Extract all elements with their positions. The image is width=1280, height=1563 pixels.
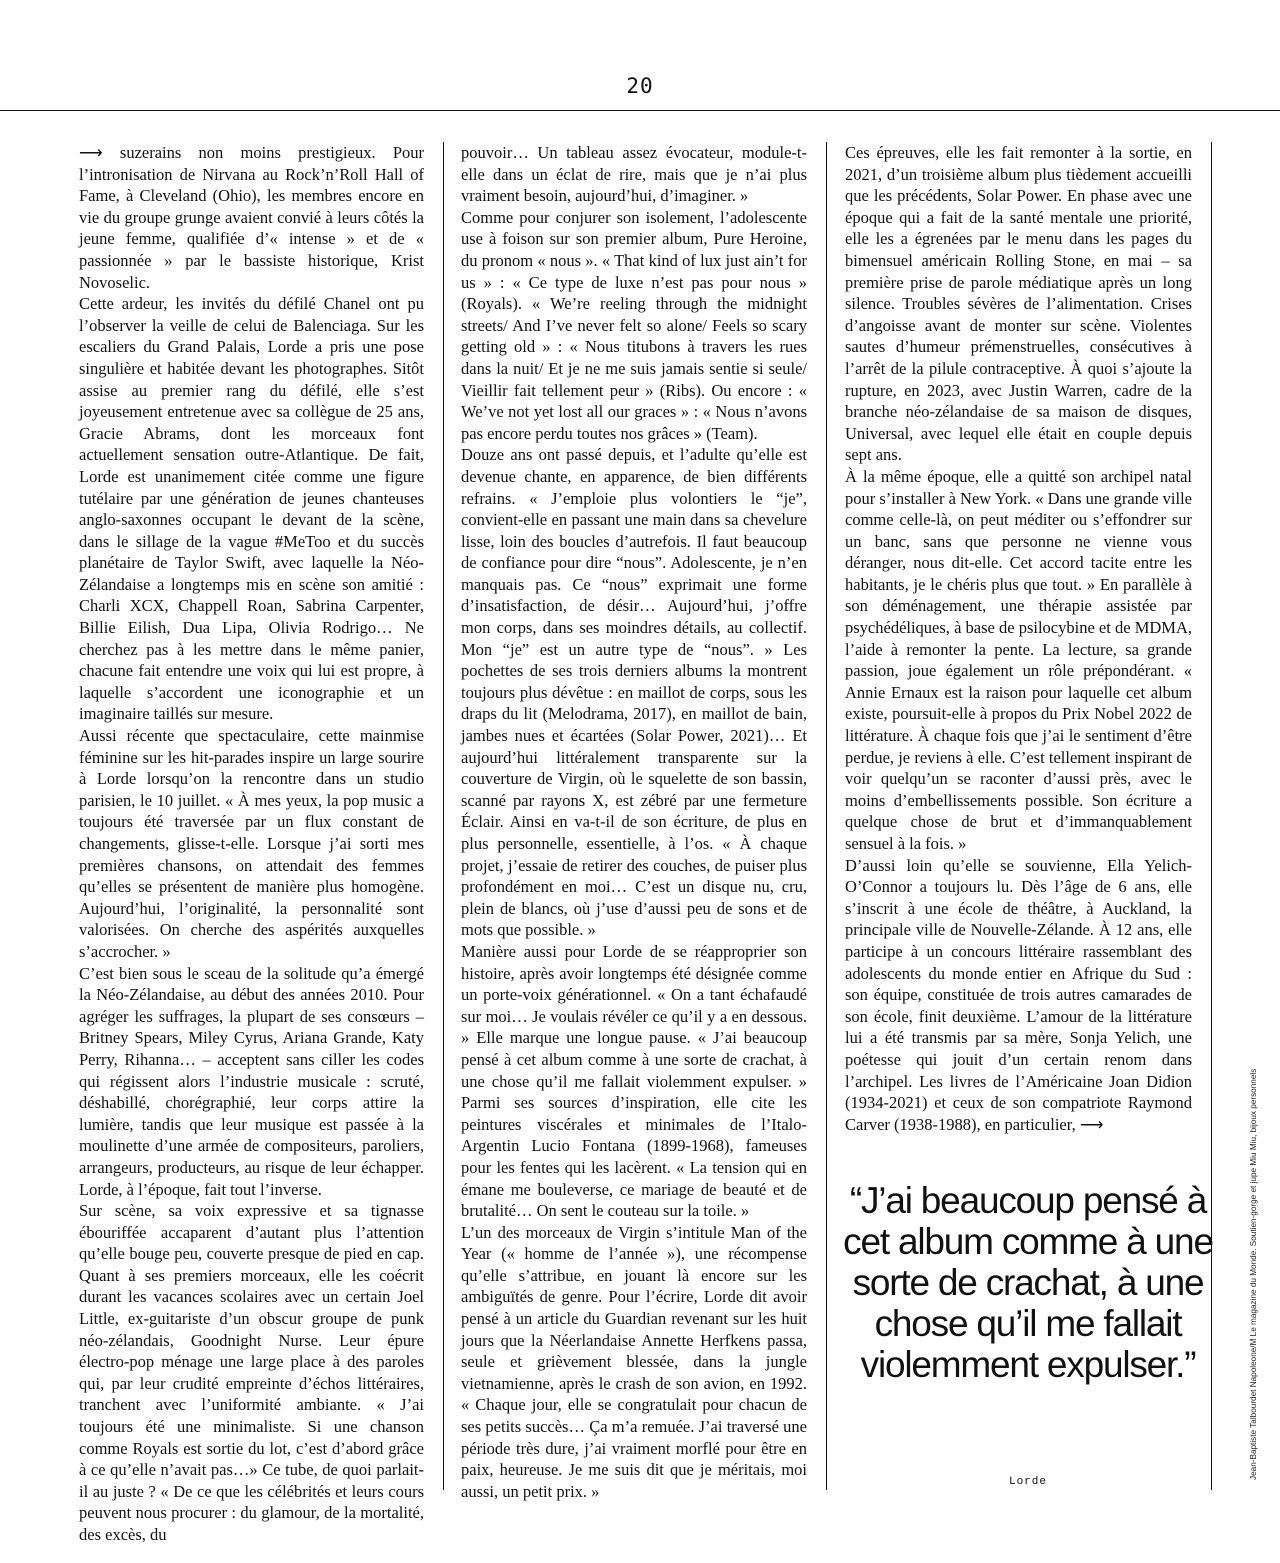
paragraph: L’un des morceaux de Virgin s’intitule Man of the Year (« homme de l’année »), une récompense qu’elle s’attribue, en jouant là encore sur les ambiguïtés de genre. Pour l’écrire, Lorde dit avoir pensé à un article du Guardian revenant sur les huit jours que la Néerlandaise Annette Herfkens passa, seule et grièvement blessée, dans la jungle vietnamienne, après le crash de son avion, en 1992. « Chaque jour, elle se congratulait pour chacun de ses petits succès… Ça m’a remuée. J’ai traversé une période très dure, j’ai vraiment morflé pour être en paix, heureuse. Je me suis dit que je méritais, moi aussi, un petit prix. » — [461, 1222, 807, 1501]
paragraph: C’est bien sous le sceau de la solitude qu’a émergé la Néo-Zélandaise, au début des années 2010. Pour agréger les suffrages, la plupart de ses consœurs – Britney Spears, Miley Cyrus, Ariana Grande, Katy Perry, Rihanna… – acceptent sans ciller les codes qui régissent alors l’industrie musicale : scruté, déshabillé, chorégraphié, leur corps attire la lumière, tandis que leur musique est passée à la moulinette d’une armée de compositeurs, paroliers, arrangeurs, producteurs, au risque de leur échapper. Lorde, à l’époque, fait tout l’inverse. — [79, 963, 424, 1199]
paragraph: D’aussi loin qu’elle se souvienne, Ella Yelich-O’Connor a toujours lu. Dès l’âge de 6 ans, elle s’inscrit à une école de théâtre, à Auckland, la principale ville de Nouvelle-Zélande. À 12 ans, elle participe à un concours littéraire rassemblant des adolescents du monde entier en Afrique du Sud : son équipe, constituée de trois autres camarades de son école, finit deuxième. L’amour de la littérature lui a été transmis par sa mère, Sonja Yelich, une poétesse qui jouit d’un certain renom dans l’archipel. Les livres de l’Américaine Joan Didion (1934-2021) et ceux de son compatriote Raymond Carver (1938-1988), en particulier, ⟶ — [845, 855, 1192, 1134]
paragraph: Manière aussi pour Lorde de se réapproprier son histoire, après avoir longtemps été désignée comme un porte-voix générationnel. « On a tant échafaudé sur moi… Je voulais révéler ce qu’il y a en dessous. » Elle marque une longue pause. « J’ai beaucoup pensé à cet album comme à une sorte de crachat, à une chose qu’il me fallait violemment expulser. » Parmi ses sources d’inspiration, elle cite les peintures viscérales et minimales de l’Italo-Argentin Lucio Fontana (1899-1968), fameuses pour les fentes qui les lacèrent. « La tension qui en émane me bouleverse, ce mariage de beauté et de brutalité… On sent le couteau sur la toile. » — [461, 941, 807, 1221]
paragraph: Comme pour conjurer son isolement, l’adolescente use à foison sur son premier album, Pure Heroine, du pronom « nous ». « That kind of lux just ain’t for us » : « Ce type de luxe n’est pas pour nous » (Royals). « We’re reeling through the midnight streets/ And I’ve never felt so alone/ Feels so scary getting old » : « Nous titubons à travers les rues dans la nuit/ Et je ne me suis jamais sentie si seule/ Vieillir fait tellement peur » (Ribs). Ou encore : « We’ve not yet lost all our graces » : « Nous n’avons pas encore perdu toutes nos grâces » (Team). — [461, 207, 807, 443]
pull-quote: “J’ai beaucoup pensé à cet album comme à une sorte de crachat, à une chose qu’il me fallait violemment expulser.” — [843, 1180, 1213, 1385]
header-rule — [0, 110, 1280, 111]
article-column-3 — [845, 142, 1192, 1134]
column-divider — [443, 142, 444, 1490]
article-column-1 — [79, 142, 424, 1544]
paragraph: Sur scène, sa voix expressive et sa tignasse ébouriffée accaparent d’autant plus l’attention qu’elle bouge peu, couverte presque de pied en cap. Quant à ses premiers morceaux, elle les coécrit durant les vacances scolaires avec un certain Joel Little, ex-guitariste d’un obscur groupe de punk néo-zélandais, Goodnight Nurse. Leur épure électro-pop ménage une large place à des paroles qui, par leur crudité empreinte d’échos littéraires, tranchent avec l’uniformité ambiante. « J’ai toujours été une minimaliste. Si une chanson comme Royals est sortie du lot, c’est d’abord grâce à ce qu’elle n’avait pas…» Ce tube, de quoi parlait-il au juste ? « De ce que les célébrités et leurs cours peuvent nous procurer : du glamour, de la mortalité, des excès, du — [79, 1201, 424, 1544]
photo-credit: Jean-Baptiste Talbourdet Napoleone/M Le magazine du Monde. Soutien-gorge et jupe Miu Miu, bijoux personnels — [1249, 1068, 1258, 1480]
paragraph: Aussi récente que spectaculaire, cette mainmise féminine sur les hit-parades inspire un large sourire à Lorde lorsqu’on la rencontre dans un studio parisien, le 10 juillet. « À mes yeux, la pop music a toujours été traversée par un flux constant de changements, glisse-t-elle. Lorsque j’ai sorti mes premières chansons, on attendait des femmes qu’elles se présentent de manière plus homogène. Aujourd’hui, l’originalité, la personnalité sont valorisées. On cherche des aspérités auxquelles s’accrocher. » — [79, 726, 424, 961]
article-column-2 — [461, 142, 807, 1501]
paragraph: Douze ans ont passé depuis, et l’adulte qu’elle est devenue chante, en apparence, de bien différents refrains. « J’emploie plus volontiers le “je”, convient-elle en passant une main dans sa chevelure lisse, loin des boucles d’autrefois. Il faut beaucoup de confiance pour dire “nous”. Adolescente, je n’en manquais pas. Ce “nous” exprimait une forme d’insatisfaction, de désir… Aujourd’hui, j’offre mon corps, dans ses moindres détails, au collectif. Mon “je” est un autre type de “nous”. » Les pochettes de ses trois derniers albums la montrent toujours plus dévêtue : en maillot de corps, sous les draps du lit (Melodrama, 2017), en maillot de bain, jambes nues et écartées (Solar Power, 2021)… Et aujourd’hui littéralement transparente sur la couverture de Virgin, où le squelette de son bassin, scanné par rayons X, est zébré par une fermeture Éclair. Ainsi en va-t-il de son écriture, de plus en plus personnelle, essentielle, à l’os. « À chaque projet, j’essaie de retirer des couches, de puiser plus profondément en moi… C’est un disque nu, cru, plein de blancs, où j’use d’aussi peu de sons et de mots que possible. » — [461, 445, 807, 940]
paragraph: ⟶ suzerains non moins prestigieux. Pour l’intronisation de Nirvana au Rock’n’Roll Hall of Fame, à Cleveland (Ohio), les membres encore en vie du groupe grunge avaient convié à leurs côtés la jeune femme, qualifiée d’« intense » et de « passionnée » par le bassiste historique, Krist Novoselic. — [79, 143, 424, 292]
paragraph: Cette ardeur, les invités du défilé Chanel ont pu l’observer la veille de celui de Balenciaga. Sur les escaliers du Grand Palais, Lorde a pris une pose singulière et habitée devant les photographes. Sitôt assise au premier rang du défilé, elle s’est joyeusement entretenue avec sa collègue de 25 ans, Gracie Abrams, dont les morceaux font actuellement sensation outre-Atlantique. De fait, Lorde est unanimement citée comme une figure tutélaire par une génération de jeunes chanteuses anglo-saxonnes occupant le devant de la scène, dans le sillage de la vague #MeToo et du succès planétaire de Taylor Swift, avec laquelle la Néo-Zélandaise a longtemps mis en scène son amitié : Charli XCX, Chappell Roan, Sabrina Carpenter, Billie Eilish, Dua Lipa, Olivia Rodrigo… Ne cherchez pas à les mettre dans le même panier, chacune fait entendre une voix qui lui est propre, à laquelle s’accordent une iconographie et un imaginaire taillés sur mesure. — [79, 294, 424, 724]
pull-quote-author: Lorde — [1008, 1476, 1047, 1488]
paragraph: pouvoir… Un tableau assez évocateur, module-t-elle dans un éclat de rire, mais que je n’ai plus vraiment besoin, aujourd’hui, d’imaginer. » — [461, 143, 807, 206]
paragraph: Ces épreuves, elle les fait remonter à la sortie, en 2021, d’un troisième album plus tièdement accueilli que les précédents, Solar Power. En phase avec une époque qui a fait de la santé mentale une priorité, elle les a égrenées par le menu dans les pages du bimensuel américain Rolling Stone, en mai – sa première prise de parole médiatique après un long silence. Troubles sévères de l’alimentation. Crises d’angoisse avant de monter sur scène. Violentes sautes d’humeur prémenstruelles, consécutives à l’arrêt de la pilule contraceptive. À quoi s’ajoute la rupture, en 2023, avec Justin Warren, cadre de la branche néo-zélandaise de sa maison de disques, Universal, avec lequel elle était en couple depuis sept ans. — [845, 143, 1192, 465]
paragraph: À la même époque, elle a quitté son archipel natal pour s’installer à New York. « Dans une grande ville comme celle-là, on peut méditer ou s’effondrer sur un banc, sans que personne ne vienne vous déranger, nous dit-elle. Cet accord tacite entre les habitants, je le chéris plus que tout. » En parallèle à son déménagement, une thérapie assistée par psychédéliques, à base de psilocybine et de MDMA, l’aide à remonter la pente. La lecture, sa grande passion, joue également un rôle prépondérant. « Annie Ernaux est la raison pour laquelle cet album existe, poursuit-elle à propos du Prix Nobel 2022 de littérature. À chaque fois que j’ai le sentiment d’être perdue, je reviens à elle. C’est tellement inspirant de voir quelqu’un se raconter d’aussi près, avec le moins d’embellissements possible. Son écriture a quelque chose de brut et d’immanquablement sensuel à la fois. » — [845, 466, 1192, 853]
page-number: 20 — [626, 74, 654, 98]
column-divider — [826, 142, 827, 1490]
